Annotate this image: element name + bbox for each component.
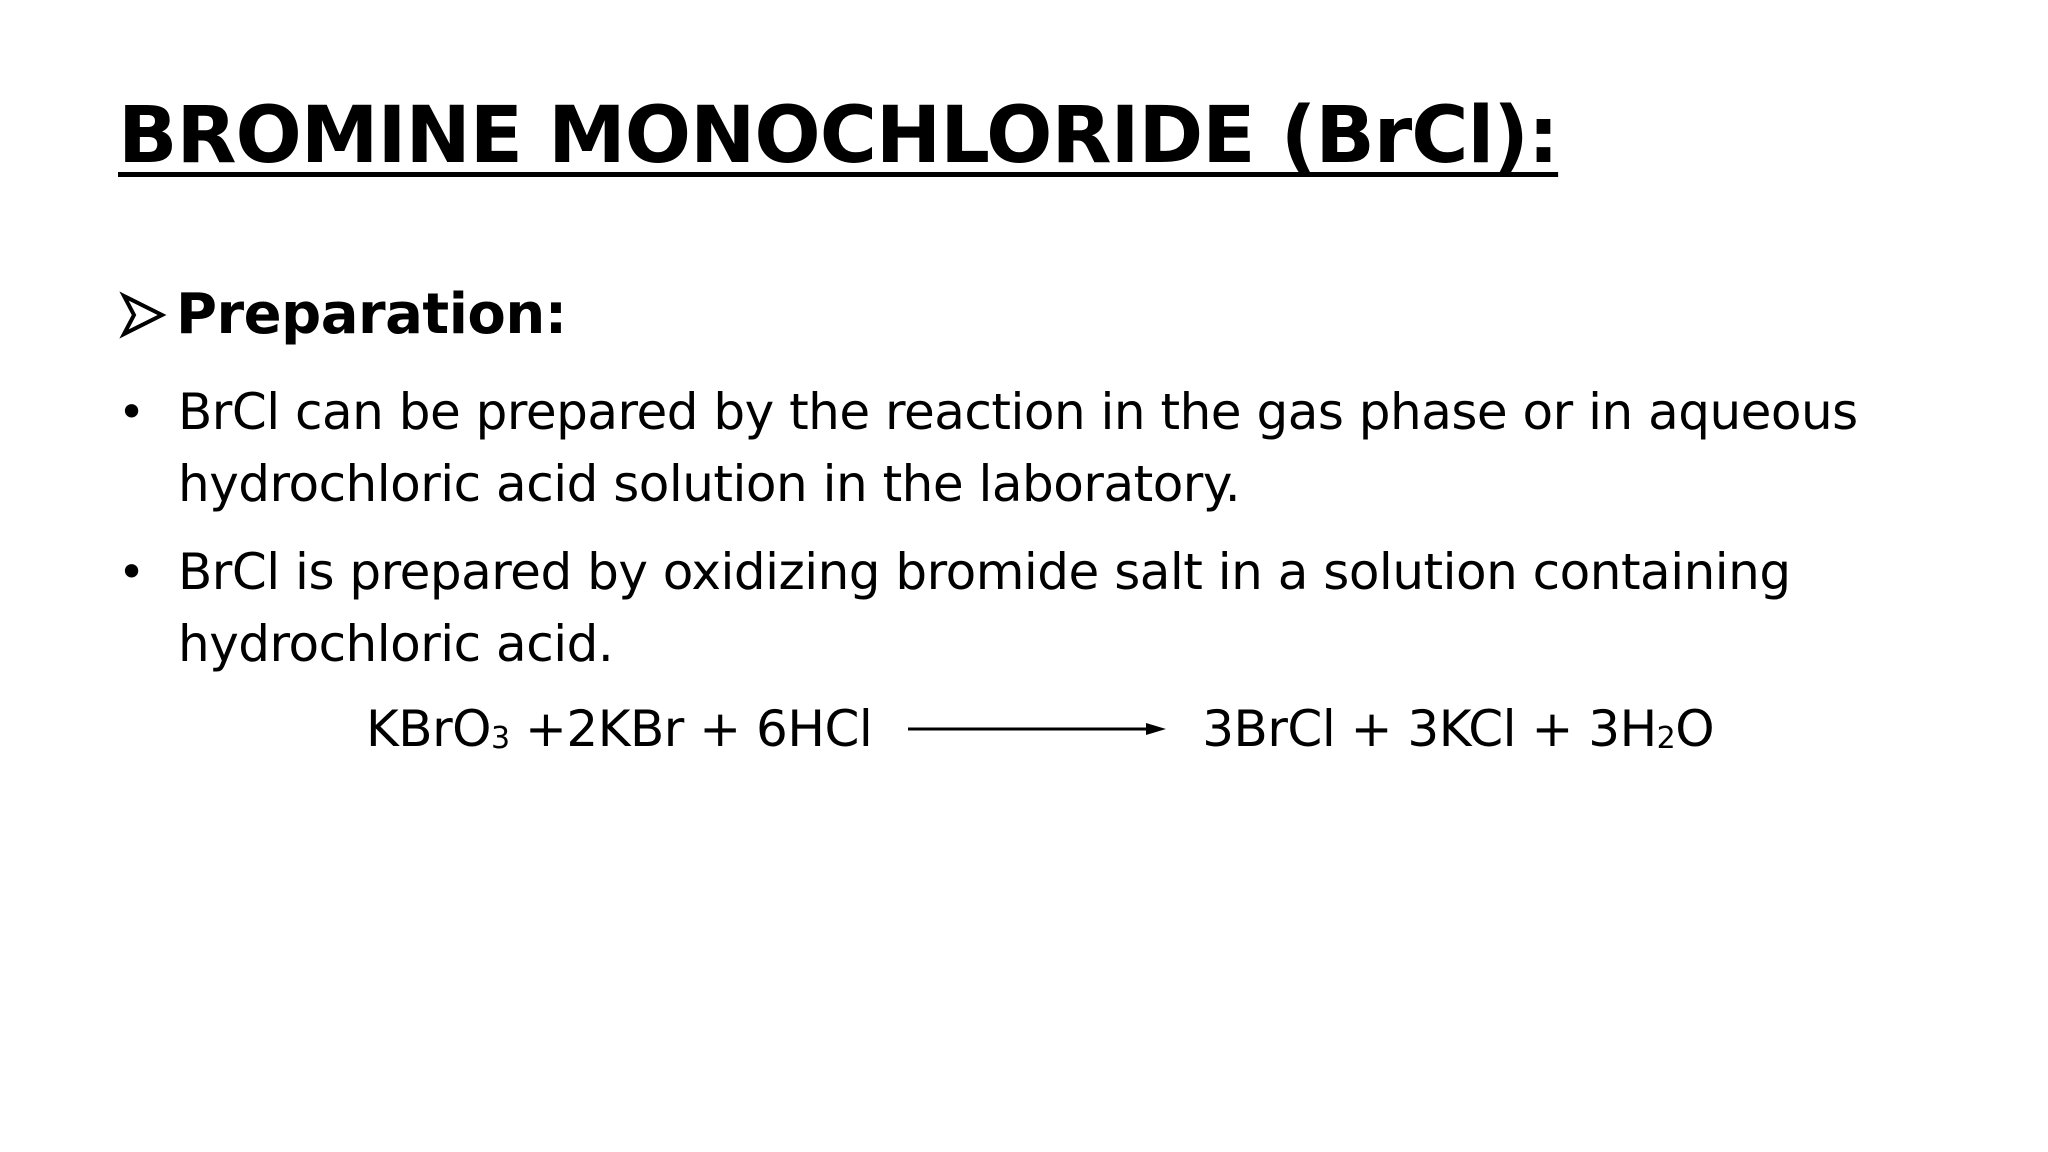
- product-formula-end: O: [1675, 700, 1715, 758]
- chemical-equation: [366, 700, 1714, 758]
- section-heading: [118, 282, 567, 347]
- bullet-item: [118, 376, 1918, 520]
- bullet-dot: •: [118, 385, 146, 439]
- reactants-rest: +2KBr + 6HCl: [509, 700, 873, 758]
- reactant-formula: KBrO: [366, 700, 492, 758]
- section-heading-label: Preparation:: [176, 282, 567, 347]
- bullet-line: hydrochloric acid.: [178, 615, 614, 673]
- equation-reactants: [366, 700, 872, 758]
- bullet-text: [178, 536, 1791, 680]
- bullet-text: [178, 376, 1858, 520]
- bullet-line: hydrochloric acid solution in the laboratory.: [178, 455, 1241, 513]
- bullet-dot: •: [118, 545, 146, 599]
- equation-products: [1202, 700, 1714, 758]
- arrowhead-bullet-icon: [118, 290, 168, 340]
- reactant-subscript: 3: [491, 721, 510, 756]
- bullet-line: BrCl can be prepared by the reaction in the gas phase or in aqueous: [178, 383, 1858, 441]
- bullet-line: BrCl is prepared by oxidizing bromide salt in a solution containing: [178, 543, 1791, 601]
- slide-title: BROMINE MONOCHLORIDE (BrCl):: [118, 91, 1559, 181]
- product-subscript: 2: [1656, 721, 1676, 756]
- bullet-item: [118, 536, 1918, 680]
- reaction-arrow-icon: [908, 719, 1168, 739]
- product-formula: 3BrCl + 3KCl + 3H: [1202, 700, 1657, 758]
